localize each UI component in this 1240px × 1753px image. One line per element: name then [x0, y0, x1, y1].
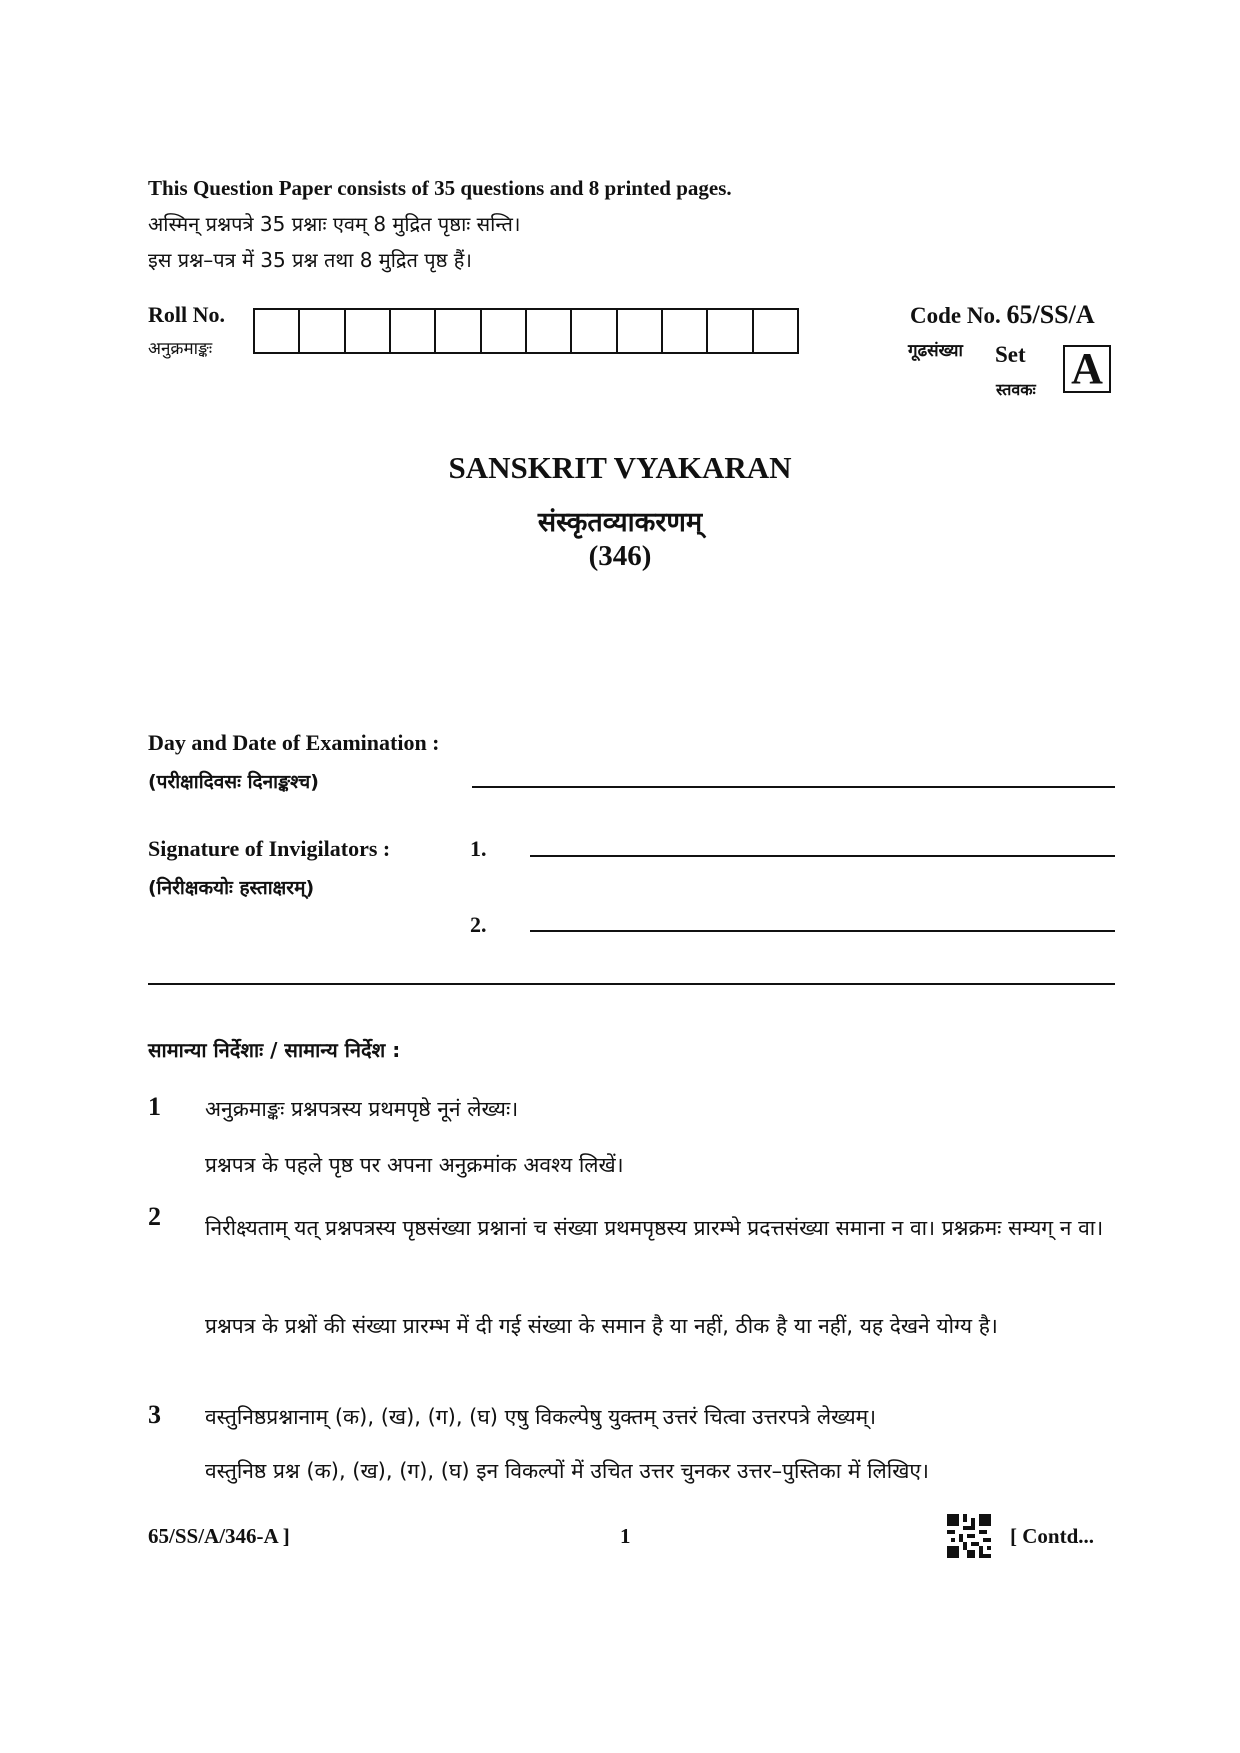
subject-title-sanskrit: संस्कृतव्याकरणम् — [537, 507, 703, 538]
subject-title-english: SANSKRIT VYAKARAN — [448, 450, 792, 485]
code-label-hindi: गूढसंख्या — [908, 341, 963, 361]
instruction-2-sanskrit: निरीक्ष्यताम् यत् प्रश्नपत्रस्य पृष्ठसंख्या प्रश्नानां च संख्या प्रथमपृष्ठस्य प्रारम्भे प्रदत्तसंख्या समाना न वा। प्रश्नक्रमः सम्यग् न वा। — [205, 1216, 1104, 1240]
roll-cell[interactable] — [572, 310, 617, 352]
instruction-2-number: 2 — [148, 1202, 161, 1231]
code-value: 65/SS/A — [1006, 300, 1095, 329]
invigilator-signature-label: Signature of Invigilators : — [148, 836, 391, 861]
roll-cell[interactable] — [255, 310, 300, 352]
continued-label: [ Contd... — [1010, 1524, 1095, 1548]
roll-cell[interactable] — [708, 310, 753, 352]
roll-cell[interactable] — [482, 310, 527, 352]
code-label: Code No. — [910, 303, 1001, 328]
signature-2-line[interactable] — [530, 930, 1115, 932]
instruction-1-hindi: प्रश्नपत्र के पहले पृष्ठ पर अपना अनुक्रमांक अवश्य लिखें। — [205, 1153, 624, 1177]
instruction-3-hindi: वस्तुनिष्ठ प्रश्न (क), (ख), (ग), (घ) इन विकल्पों में उचित उत्तर चुनकर उत्तर–पुस्तिका में लिखिए। — [205, 1459, 929, 1483]
exam-date-label: Day and Date of Examination : — [148, 730, 440, 755]
set-value-box: A — [1063, 345, 1111, 393]
instruction-1-sanskrit: अनुक्रमाङ्कः प्रश्नपत्रस्य प्रथमपृष्ठे नूनं लेख्यः। — [205, 1097, 519, 1121]
code-number — [910, 300, 1095, 330]
set-label-hindi: स्तवकः — [996, 380, 1036, 399]
header-line-sanskrit: अस्मिन् प्रश्नपत्रे 35 प्रश्नाः एवम् 8 मुद्रित पृष्ठाः सन्ति। — [148, 212, 521, 236]
roll-cell[interactable] — [391, 310, 436, 352]
exam-date-label-sanskrit: (परीक्षादिवसः दिनाङ्कश्च) — [148, 771, 319, 793]
set-label-english: Set — [995, 342, 1026, 367]
roll-label-english: Roll No. — [148, 302, 225, 327]
signature-1-number: 1. — [470, 836, 487, 861]
invigilator-signature-label-sanskrit: (निरीक्षकयोः हस्ताक्षरम्) — [148, 877, 315, 899]
header-line-english: This Question Paper consists of 35 questions and 8 printed pages. — [148, 176, 732, 200]
roll-cell[interactable] — [663, 310, 708, 352]
roll-cell[interactable] — [618, 310, 663, 352]
instruction-3-sanskrit: वस्तुनिष्ठप्रश्नानाम् (क), (ख), (ग), (घ) एषु विकल्पेषु युक्तम् उत्तरं चित्वा उत्तरपत्रे लेख्यम्। — [205, 1405, 877, 1429]
roll-label-hindi: अनुक्रमाङ्कः — [148, 339, 213, 359]
instruction-3-number: 3 — [148, 1400, 161, 1429]
footer-code: 65/SS/A/346-A ] — [148, 1524, 290, 1548]
page-number: 1 — [620, 1524, 631, 1548]
header-line-hindi: इस प्रश्न–पत्र में 35 प्रश्न तथा 8 मुद्रित पृष्ठ हैं। — [148, 248, 472, 272]
exam-date-line[interactable] — [472, 786, 1115, 788]
instruction-1-number: 1 — [148, 1092, 161, 1121]
section-divider — [148, 983, 1115, 985]
roll-cell[interactable] — [346, 310, 391, 352]
instruction-2-hindi: प्रश्नपत्र के प्रश्नों की संख्या प्रारम्भ में दी गई संख्या के समान है या नहीं, ठीक है या नहीं, यह देखने योग्य है। — [205, 1314, 998, 1338]
roll-cell[interactable] — [436, 310, 481, 352]
signature-2-number: 2. — [470, 912, 487, 937]
roll-number-grid[interactable] — [253, 308, 799, 354]
roll-cell[interactable] — [300, 310, 345, 352]
qr-code-icon — [947, 1514, 991, 1558]
roll-cell[interactable] — [527, 310, 572, 352]
subject-code: (346) — [588, 540, 652, 572]
roll-cell[interactable] — [754, 310, 797, 352]
instructions-heading: सामान्या निर्देशाः / सामान्य निर्देश : — [148, 1038, 401, 1062]
signature-1-line[interactable] — [530, 855, 1115, 857]
